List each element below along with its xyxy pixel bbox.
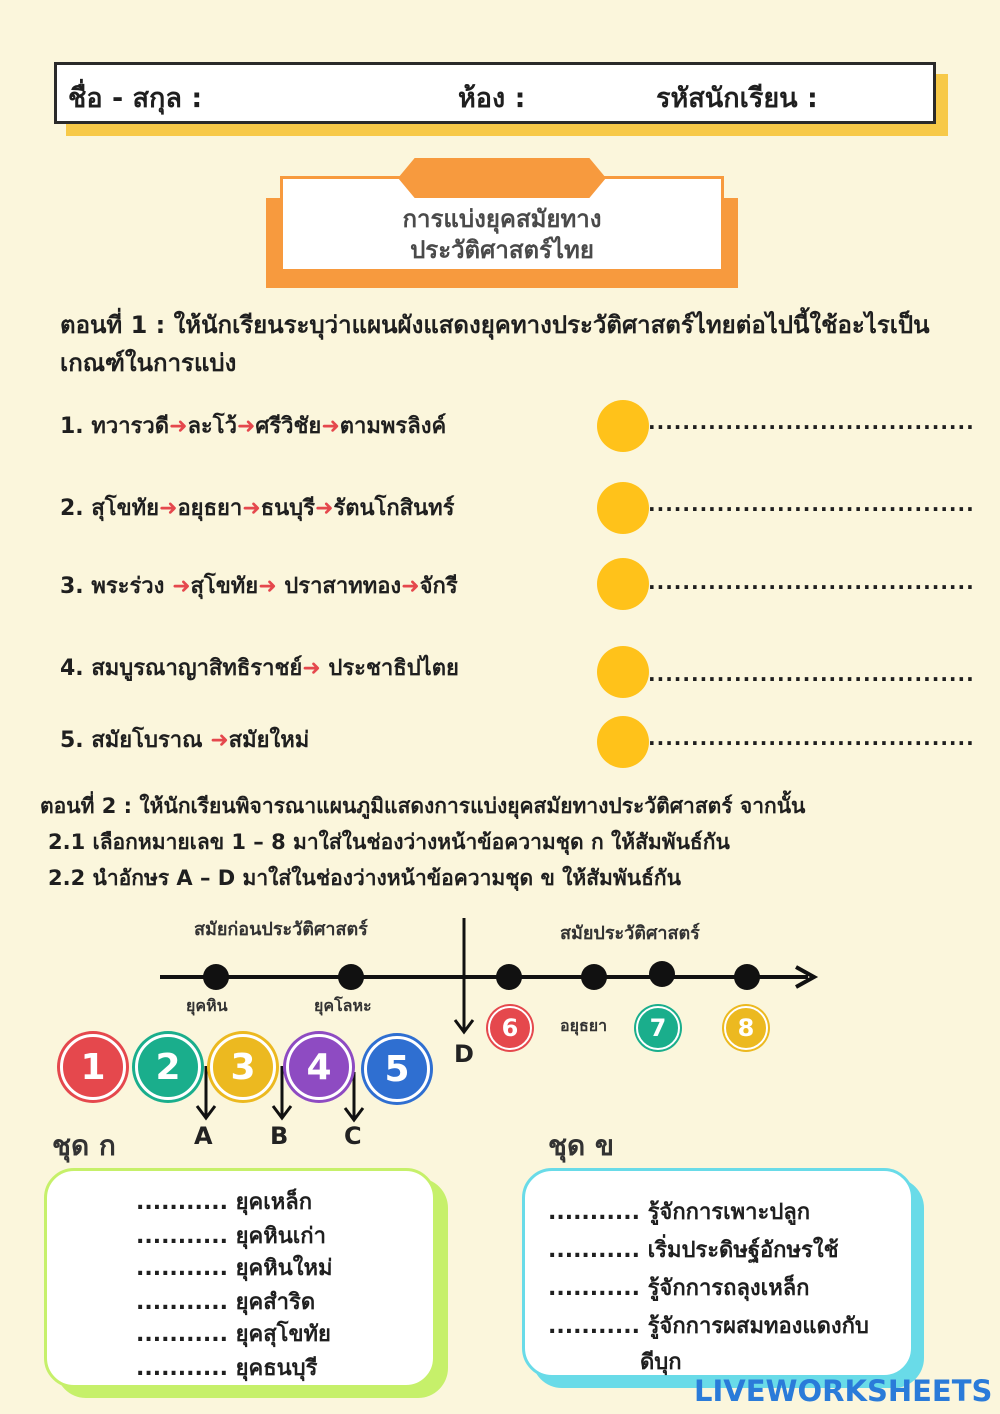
title-banner <box>398 158 606 198</box>
timeline-dot <box>649 961 675 987</box>
arrow-right-icon: ➜ <box>242 496 261 521</box>
answer-blank-3[interactable]: ...................................... <box>648 570 975 594</box>
set-a-item: ........... ยุคสุโขทัย <box>136 1322 331 1347</box>
answer-blank-1[interactable]: ...................................... <box>648 410 975 434</box>
question-1: 1. ทวารวดี➜ละโว้➜ศรีวิชัย➜ตามพรลิงค์ <box>60 414 447 439</box>
letter-b: B <box>270 1122 289 1150</box>
set-a-item: ........... ยุคหินใหม่ <box>136 1256 333 1281</box>
timeline-dot <box>496 964 522 990</box>
number-circle-4: 4 <box>286 1034 352 1100</box>
liveworksheets-logo: LIVEWORKSHEETS <box>694 1374 993 1408</box>
number-circle-2: 2 <box>135 1034 201 1100</box>
timeline-dot <box>734 964 760 990</box>
historic-era-label: สมัยประวัติศาสตร์ <box>560 923 700 944</box>
arrow-right-icon: ➜ <box>401 574 420 599</box>
number-circle-3: 3 <box>210 1034 276 1100</box>
page-title <box>280 204 724 266</box>
number-circle-5: 5 <box>364 1036 430 1102</box>
number-circle-7: 7 <box>636 1006 680 1050</box>
letter-a: A <box>194 1122 213 1150</box>
stone-age-label: ยุคหิน <box>186 996 228 1015</box>
set-a-item: ........... ยุคสำริด <box>136 1290 316 1315</box>
number-circle-1: 1 <box>60 1034 126 1100</box>
part2-instruction: ตอนที่ 2 : ให้นักเรียนพิจารณาแผนภูมิแสดงการแบ่งยุคสมัยทางประวัติศาสตร์ จากนั้น <box>40 794 806 818</box>
sun-icon <box>597 646 649 698</box>
sun-icon <box>597 558 649 610</box>
room-label: ห้อง : <box>458 83 526 114</box>
part2-sub-1: 2.1 เลือกหมายเลข 1 – 8 มาใส่ในช่องว่างหน้าข้อความชุด ก ให้สัมพันธ์กัน <box>48 830 730 854</box>
letter-c: C <box>344 1122 362 1150</box>
arrow-right-icon: ➜ <box>172 574 191 599</box>
sun-icon <box>597 482 649 534</box>
number-circle-6: 6 <box>488 1006 532 1050</box>
set-a-item: ........... ยุคธนบุรี <box>136 1356 318 1381</box>
timeline-dot <box>338 964 364 990</box>
set-b-item: ........... รู้จักการถลุงเหล็ก <box>548 1276 810 1301</box>
arrow-right-icon: ➜ <box>314 496 334 521</box>
question-2: 2. สุโขทัย➜อยุธยา➜ธนบุรี➜รัตนโกสินทร์ <box>60 496 455 521</box>
student-id-label: รหัสนักเรียน : <box>656 83 818 114</box>
question-5: 5. สมัยโบราณ ➜สมัยใหม่ <box>60 728 310 753</box>
arrow-right-icon: ➜ <box>159 496 178 521</box>
answer-blank-2[interactable]: ...................................... <box>648 492 975 516</box>
timeline-dot <box>203 964 229 990</box>
arrow-right-icon: ➜ <box>210 728 229 753</box>
question-4: 4. สมบูรณาญาสิทธิราชย์➜ ประชาธิปไตย <box>60 656 459 681</box>
set-b-item: ........... เริ่มประดิษฐ์อักษรใช้ <box>548 1238 839 1263</box>
sun-icon <box>597 716 649 768</box>
set-b-item-continued: ดีบุก <box>640 1350 682 1375</box>
title-line-2: ประวัติศาสตร์ไทย <box>410 236 594 264</box>
arrow-right-icon: ➜ <box>302 656 321 681</box>
answer-blank-5[interactable]: ...................................... <box>648 726 975 750</box>
set-b-title: ชุด ข <box>548 1129 615 1162</box>
set-a-item: ........... ยุคหินเก่า <box>136 1224 326 1249</box>
timeline-dot <box>581 964 607 990</box>
set-a-title: ชุด ก <box>52 1129 116 1162</box>
prehistoric-era-label: สมัยก่อนประวัติศาสตร์ <box>194 919 368 940</box>
letter-d: D <box>454 1040 474 1068</box>
set-b-item: ........... รู้จักการเพาะปลูก <box>548 1200 811 1225</box>
arrow-right-icon: ➜ <box>236 414 256 439</box>
answer-blank-4[interactable]: ...................................... <box>648 662 975 686</box>
name-label: ชื่อ - สกุล : <box>68 83 203 114</box>
set-b-item: ........... รู้จักการผสมทองแดงกับ <box>548 1314 869 1339</box>
arrow-right-icon: ➜ <box>258 574 277 599</box>
number-circle-8: 8 <box>724 1006 768 1050</box>
ayutthaya-label: อยุธยา <box>560 1016 608 1035</box>
metal-age-label: ยุคโลหะ <box>314 996 372 1015</box>
arrow-right-icon: ➜ <box>321 414 340 439</box>
part1-instruction: ตอนที่ 1 : ให้นักเรียนระบุว่าแผนผังแสดงยุคทางประวัติศาสตร์ไทยต่อไปนี้ใช้อะไรเป็นเกณฑ์ในการแบ่ง <box>60 311 930 377</box>
part2-sub-2: 2.2 นำอักษร A – D มาใส่ในช่องว่างหน้าข้อความชุด ข ให้สัมพันธ์กัน <box>48 866 681 890</box>
title-line-1: การแบ่งยุคสมัยทาง <box>402 205 602 233</box>
arrow-right-icon: ➜ <box>169 414 188 439</box>
question-3: 3. พระร่วง ➜สุโขทัย➜ ปราสาททอง➜จักรี <box>60 574 458 599</box>
sun-icon <box>597 400 649 452</box>
set-a-item: ........... ยุคเหล็ก <box>136 1190 313 1215</box>
